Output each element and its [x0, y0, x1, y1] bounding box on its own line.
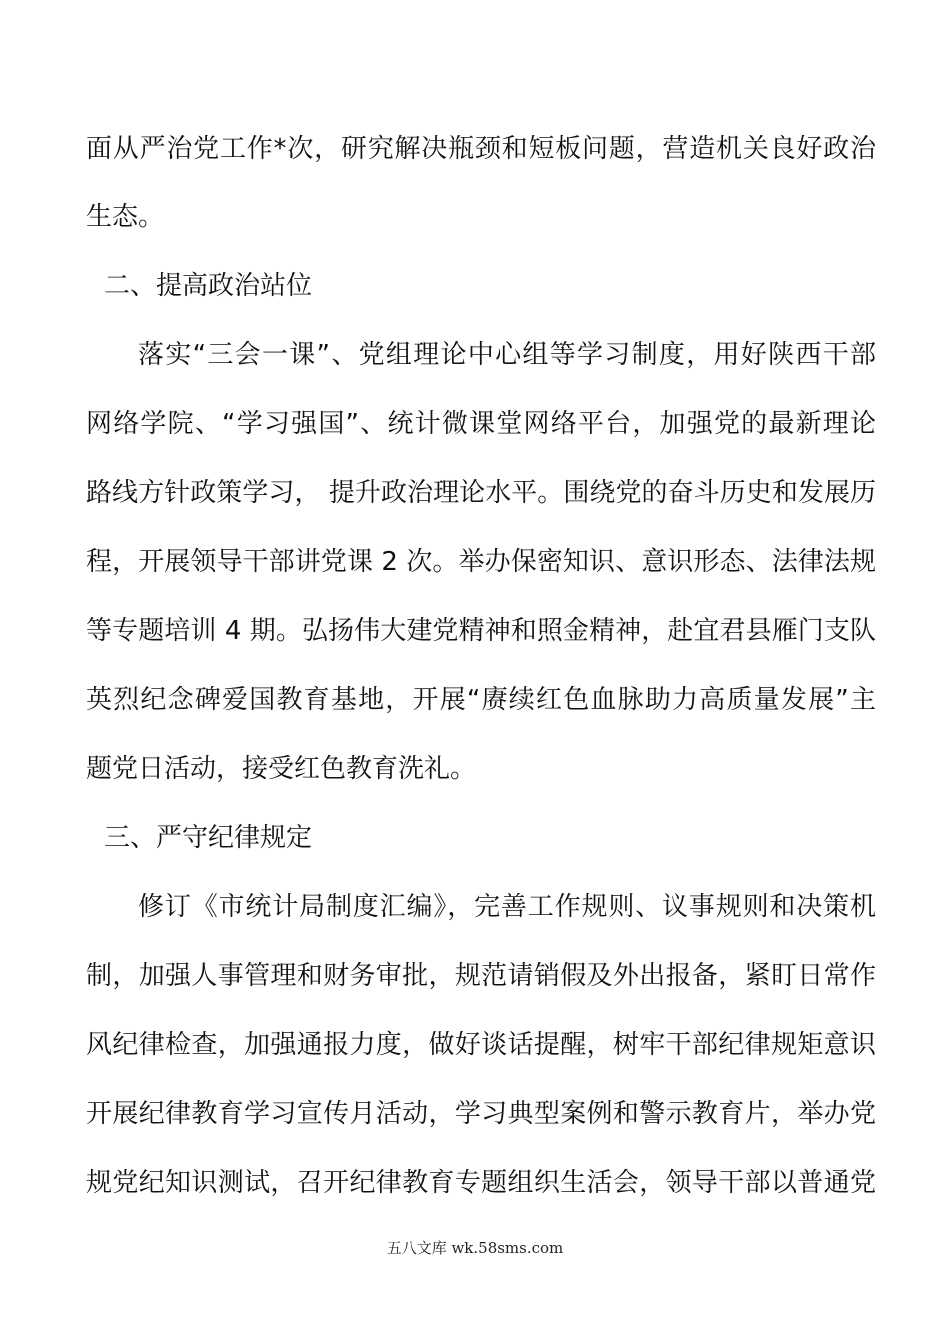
body-line: 等专题培训 4 期。弘扬伟大建党精神和照金精神，赴宜君县雁门支队: [86, 616, 876, 646]
body-line: 制，加强人事管理和财务审批，规范请销假及外出报备，紧盯日常作: [86, 961, 876, 991]
body-line: 生态。: [86, 202, 165, 232]
body-line: 风纪律检查，加强通报力度，做好谈话提醒，树牢干部纪律规矩意识: [86, 1030, 876, 1060]
section-heading: 二、提高政治站位: [104, 271, 313, 301]
section-heading: 三、严守纪律规定: [104, 823, 313, 853]
body-line: 路线方针政策学习， 提升政治理论水平。围绕党的奋斗历史和发展历: [86, 478, 876, 508]
body-line: 规党纪知识测试，召开纪律教育专题组织生活会，领导干部以普通党: [86, 1168, 876, 1198]
body-line: 面从严治党工作*次，研究解决瓶颈和短板问题，营造机关良好政治: [86, 134, 876, 164]
body-line: 程，开展领导干部讲党课 2 次。举办保密知识、意识形态、法律法规: [86, 547, 876, 577]
body-line: 题党日活动，接受红色教育洗礼。: [86, 754, 477, 784]
body-line: 英烈纪念碑爱国教育基地，开展“赓续红色血脉助力高质量发展”主: [86, 685, 876, 715]
body-line: 网络学院、“学习强国”、统计微课堂网络平台，加强党的最新理论: [86, 409, 876, 439]
paragraph-first-line: 修订《市统计局制度汇编》，完善工作规则、议事规则和决策机: [138, 892, 876, 922]
footer-watermark: 五八文库 wk.58sms.com: [386, 1239, 564, 1257]
body-line: 开展纪律教育学习宣传月活动，学习典型案例和警示教育片，举办党: [86, 1099, 876, 1129]
paragraph-first-line: 落实“三会一课”、党组理论中心组等学习制度，用好陕西干部: [138, 340, 876, 370]
